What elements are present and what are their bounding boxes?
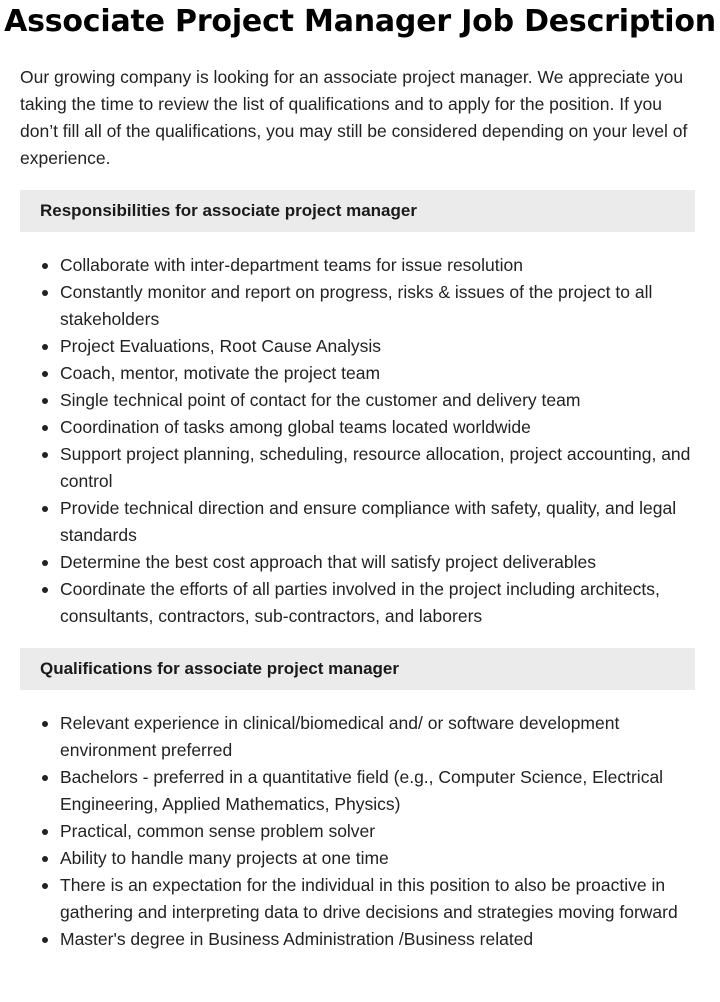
list-item: Coordination of tasks among global teams located worldwide [60,414,720,441]
list-item: Support project planning, scheduling, resource allocation, project accounting, and control [60,441,720,495]
page-title: Associate Project Manager Job Description [4,4,716,39]
list-item: Relevant experience in clinical/biomedical and/ or software development environment preferred [60,710,720,764]
list-item: There is an expectation for the individual in this position to also be proactive in gathering and interpreting data to drive decisions and strategies moving forward [60,872,720,926]
responsibilities-list [0,252,720,630]
list-item: Collaborate with inter-department teams for issue resolution [60,252,720,279]
list-item: Determine the best cost approach that will satisfy project deliverables [60,549,720,576]
qualifications-list [0,710,720,953]
responsibilities-heading: Responsibilities for associate project manager [20,190,695,232]
list-item: Single technical point of contact for the customer and delivery team [60,387,720,414]
list-item: Coordinate the efforts of all parties involved in the project including architects, consultants, contractors, sub-contractors, and laborers [60,576,720,630]
list-item: Coach, mentor, motivate the project team [60,360,720,387]
list-item: Bachelors - preferred in a quantitative field (e.g., Computer Science, Electrical Engineering, Applied Mathematics, Physics) [60,764,720,818]
qualifications-heading: Qualifications for associate project manager [20,648,695,690]
list-item: Constantly monitor and report on progress, risks & issues of the project to all stakeholders [60,279,720,333]
list-item: Project Evaluations, Root Cause Analysis [60,333,720,360]
list-item: Provide technical direction and ensure compliance with safety, quality, and legal standards [60,495,720,549]
list-item: Ability to handle many projects at one time [60,845,720,872]
list-item: Practical, common sense problem solver [60,818,720,845]
intro-paragraph: Our growing company is looking for an associate project manager. We appreciate you taking the time to review the list of qualifications and to apply for the position. If you don’t fill all of the qualifications, you may still be considered depending on your level of experience. [20,67,688,168]
list-item: Master's degree in Business Administration /Business related [60,926,720,953]
